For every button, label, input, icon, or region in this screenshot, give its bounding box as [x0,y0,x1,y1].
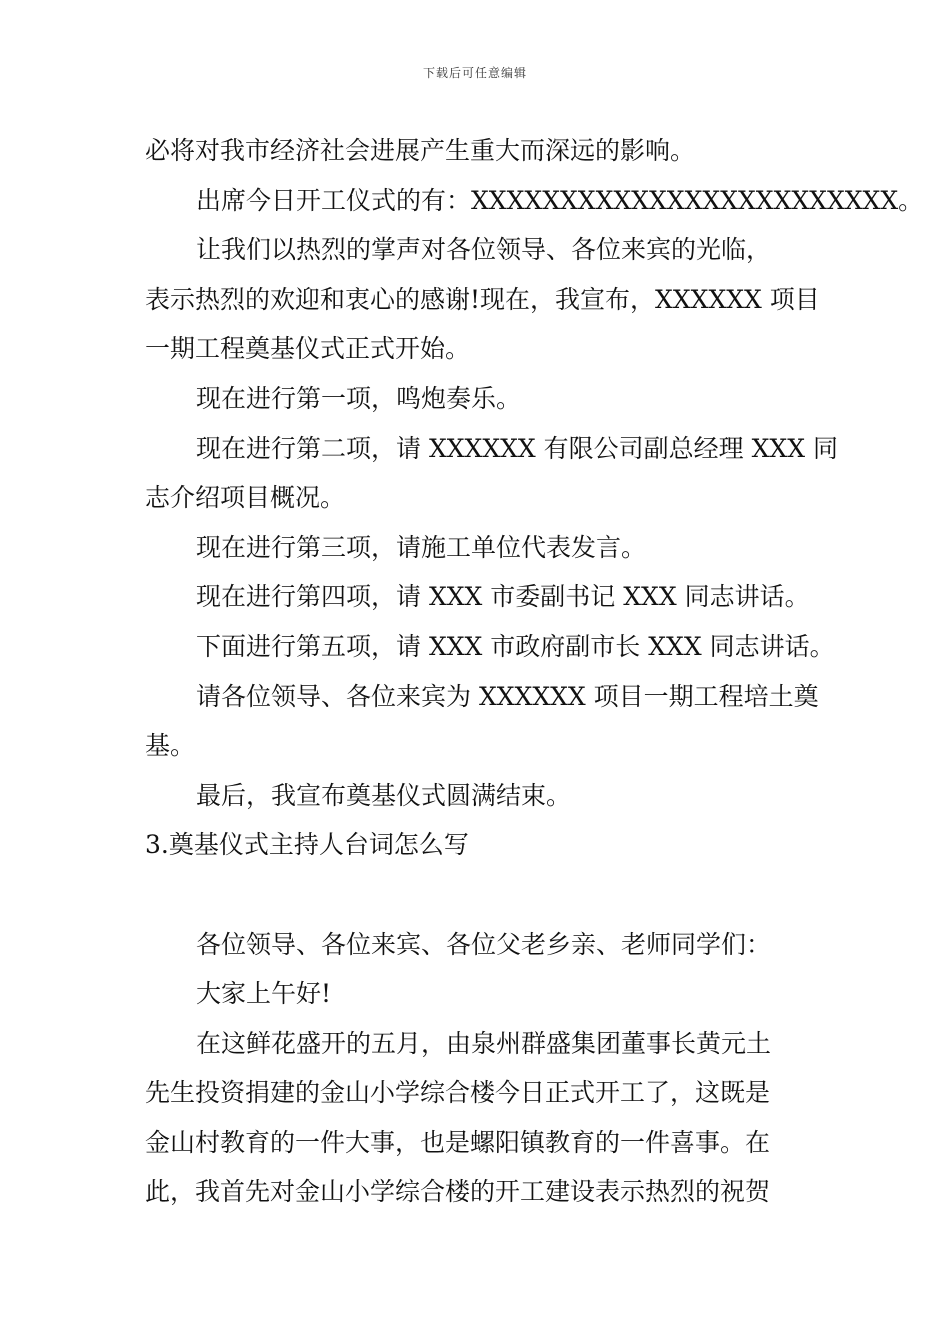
paragraph-line: 出席今日开工仪式的有：XXXXXXXXXXXXXXXXXXXXXXXX。 [196,185,924,215]
paragraph-line: 志介绍项目概况。 [145,483,346,513]
paragraph-line: 最后，我宣布奠基仪式圆满结束。 [196,780,572,810]
paragraph-line: 在这鲜花盛开的五月，由泉州群盛集团董事长黄元土 [196,1028,772,1058]
paragraph-line: 先生投资捐建的金山小学综合楼今日正式开工了，这既是 [145,1078,771,1108]
paragraph-line: 各位领导、各位来宾、各位父老乡亲、老师同学们： [196,929,772,959]
section-heading: 3.奠基仪式主持人台词怎么写 [145,830,469,860]
paragraph-line: 现在进行第四项，请 XXX 市委副书记 XXX 同志讲话。 [196,582,810,612]
blank-line [145,875,810,925]
paragraph-line: 基。 [145,731,196,761]
paragraph-line: 金山村教育的一件大事，也是螺阳镇教育的一件喜事。在 [145,1127,771,1157]
document-body [145,131,924,1222]
paragraph-line: 表示热烈的欢迎和衷心的感谢!现在，我宣布，XXXXXX 项目 [145,284,820,314]
paragraph-line: 必将对我市经济社会进展产生重大而深远的影响。 [145,136,696,165]
paragraph-line: 大家上午好! [196,979,332,1009]
paragraph-line: 请各位领导、各位来宾为 XXXXXX 项目一期工程培土奠 [196,681,819,711]
page-header: 下载后可任意编辑 [422,66,527,80]
paragraph-line: 下面进行第五项，请 XXX 市政府副市长 XXX 同志讲话。 [196,631,835,661]
paragraph-line: 此，我首先对金山小学综合楼的开工建设表示热烈的祝贺 [145,1177,771,1207]
paragraph-line: 现在进行第一项，鸣炮奏乐。 [196,383,522,413]
paragraph-line: 让我们以热烈的掌声对各位领导、各位来宾的光临， [196,235,772,265]
paragraph-line: 一期工程奠基仪式正式开始。 [145,334,471,364]
paragraph-line: 现在进行第二项，请 XXXXXX 有限公司副总经理 XXX 同 [196,433,838,463]
paragraph-line: 现在进行第三项，请施工单位代表发言。 [196,532,647,562]
